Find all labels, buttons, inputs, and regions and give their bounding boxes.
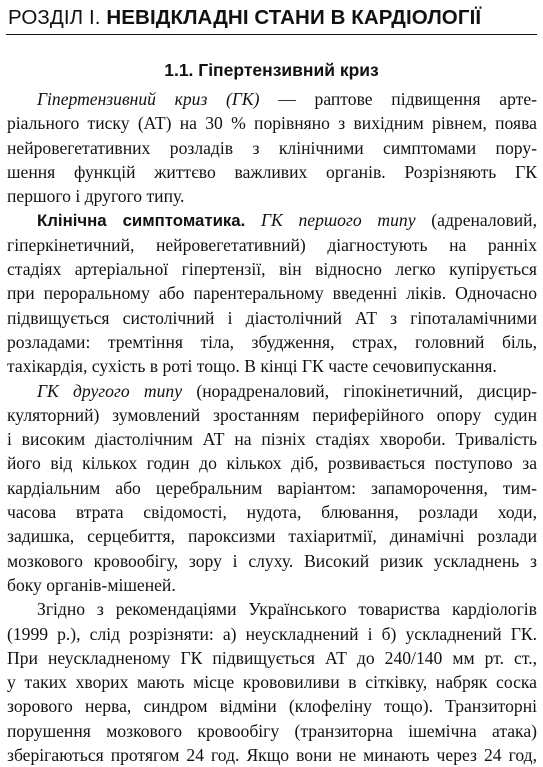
text-run: (норадреналовий, гіпокінетичний, дисцир-	[182, 380, 537, 401]
text-run: кардіальним або церебральним варіантом: запаморочення, тим-	[7, 477, 537, 498]
text-line	[7, 306, 537, 330]
text-line	[7, 622, 537, 646]
italic-run: ГК другого типу	[37, 380, 183, 401]
text-line	[7, 549, 537, 573]
heading-rule	[6, 34, 537, 35]
text-line	[7, 597, 537, 621]
text-line	[7, 743, 537, 767]
text-run: ріального тиску (АТ) на 30 % порівняно з вихідним рівнем, поява	[7, 113, 537, 134]
text-run: гіперкінетичний, нейровегетативний) діагностують на ранніх	[7, 234, 537, 255]
text-line	[7, 281, 537, 305]
text-line	[7, 646, 537, 670]
text-run: часова втрата свідомості, нудота, блювання, розлади ходи,	[7, 502, 537, 523]
text-line	[7, 379, 537, 403]
text-line	[7, 427, 537, 451]
text-run: При неускладненому ГК підвищується АТ до 240/140 мм рт. ст.,	[7, 647, 537, 668]
bold-run: Клінічна симптоматика.	[37, 211, 246, 231]
text-run: мозкового кровообігу, зору і слуху. Високий ризик ускладнень з	[7, 550, 537, 571]
text-run: стадіях артеріальної гіпертензії, він відносно легко купірується	[7, 259, 537, 280]
text-run: і високим діастолічним АТ на пізніх стадіях хвороби. Тривалість	[7, 429, 537, 450]
text-run: зберігаються протягом 24 год. Якщо вони не минають через 24 год,	[7, 745, 537, 766]
subsection-heading: 1.1. Гіпертензивний криз	[164, 60, 379, 80]
text-run: (1999 р.), слід розрізняти: а) неускладнений і б) ускладнений ГК.	[7, 623, 537, 644]
text-line	[7, 670, 537, 694]
section-heading	[8, 6, 535, 31]
text-line	[7, 233, 537, 257]
section-heading-title: НЕВІДКЛАДНІ СТАНИ В КАРДІОЛОГІЇ	[106, 6, 482, 29]
text-run	[245, 210, 261, 230]
text-run: тахікардія, сухість в роті тощо. В кінці ГК часте сечовипускання.	[7, 356, 497, 377]
text-run: у таких хворих мають місце крововиливи в сітківку, набряк соска	[7, 672, 537, 693]
text-line	[7, 694, 537, 718]
text-line	[7, 354, 537, 378]
text-line	[7, 184, 537, 208]
italic-run: Гіпертензивний криз (ГК)	[37, 89, 260, 109]
text-line	[7, 451, 537, 475]
text-run: розладами: тремтіння тіла, збудження, страх, головний біль,	[7, 331, 537, 352]
text-run: при пероральному або парентеральному введенні ліків. Одночасно	[7, 283, 537, 304]
text-line	[7, 111, 537, 135]
section-heading-prefix: РОЗДІЛ І.	[8, 6, 101, 29]
text-line	[7, 524, 537, 548]
text-line	[7, 403, 537, 427]
text-line	[7, 500, 537, 524]
text-line	[7, 719, 537, 743]
body-text	[7, 87, 537, 767]
text-line	[7, 136, 537, 160]
text-run: Згідно з рекомендаціями Українського товариства кардіологів	[37, 599, 537, 620]
text-run: задишка, серцебиття, пароксизми тахіаритмії, динамічні розлади	[7, 526, 537, 547]
text-line	[7, 476, 537, 500]
text-run: боку органів-мішеней.	[7, 574, 176, 595]
text-run: — раптове підвищення арте-	[259, 89, 537, 109]
text-run: куляторний) зумовлений зростанням периферійного опору судин	[7, 404, 537, 425]
text-run: порушення мозкового кровообігу (транзиторна ішемічна атака)	[7, 720, 537, 741]
text-run: шення функцій життєво важливих органів. Розрізняють ГК	[7, 161, 537, 182]
text-run: зорового нерва, синдром відміни (клофеліну тощо). Транзиторні	[7, 696, 537, 717]
text-line	[7, 208, 537, 232]
text-run: нейровегетативних розладів з клінічними симптомами пору-	[7, 137, 537, 158]
text-line	[7, 160, 537, 184]
text-run: першого і другого типу.	[7, 186, 185, 207]
text-line	[7, 257, 537, 281]
italic-run: ГК першого типу	[261, 210, 416, 231]
text-line	[7, 87, 537, 111]
text-run: підвищується систолічний і діастолічний АТ з гіпоталамічними	[7, 307, 537, 328]
text-line	[7, 573, 537, 597]
text-run: його від кількох годин до кількох діб, розвивається поступово за	[7, 453, 537, 474]
text-line	[7, 330, 537, 354]
text-run: (адреналовий,	[415, 210, 537, 231]
